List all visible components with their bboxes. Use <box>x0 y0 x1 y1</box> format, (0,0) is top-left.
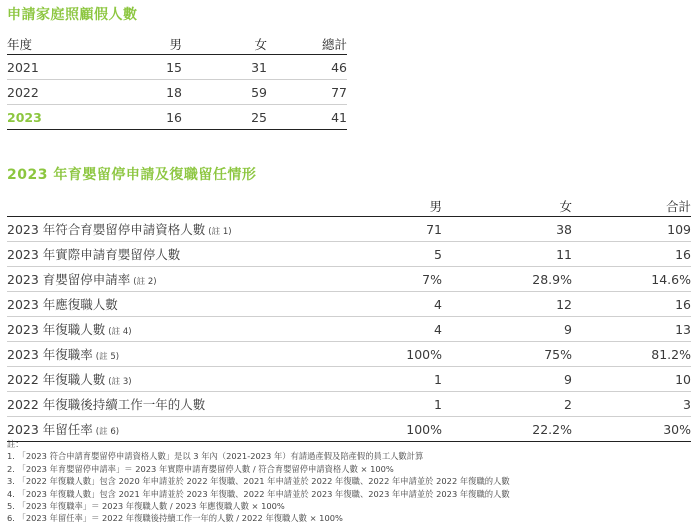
cell-total: 16 <box>572 292 691 317</box>
cell-total: 77 <box>267 80 347 105</box>
cell-female: 12 <box>442 292 572 317</box>
cell-female: 25 <box>182 105 267 130</box>
row-label: 2023 年實際申請育嬰留停人數 <box>7 247 181 262</box>
footnote-item: 4. 「2023 年復職人數」包含 2021 年申請並於 2023 年復職、2022 年申請並於 2023 年復職、2023 年申請並於 2023 年復職的人數 <box>7 488 510 499</box>
row-label: 2023 年應復職人數 <box>7 297 118 312</box>
row-label: 2023 年留任率 <box>7 422 93 437</box>
cell-total: 13 <box>572 317 691 342</box>
parental-leave-title: 2023 年育嬰留停申請及復職留任情形 <box>7 167 257 183</box>
footnote-item: 5. 「2023 年復職率」＝ 2023 年復職人數 / 2023 年應復職人數 × 100% <box>7 501 285 512</box>
header-male: 男 <box>127 34 182 55</box>
note-reference: (註 6) <box>95 427 120 437</box>
table-row <box>7 267 691 292</box>
header-year: 年度 <box>7 34 127 55</box>
notes-heading: 註： <box>7 439 24 449</box>
cell-label <box>7 342 342 367</box>
header-total: 合計 <box>572 196 691 217</box>
family-care-leave-table <box>7 34 347 130</box>
note-reference: (註 4) <box>108 327 132 337</box>
cell-male: 1 <box>342 392 442 417</box>
cell-female: 75% <box>442 342 572 367</box>
table-row <box>7 292 691 317</box>
table-row <box>7 217 691 242</box>
table-row <box>7 80 347 105</box>
table-row <box>7 392 691 417</box>
cell-male: 18 <box>127 80 182 105</box>
table-header-row <box>7 34 347 55</box>
row-label: 2022 年復職人數 <box>7 372 106 387</box>
cell-total: 30% <box>572 417 691 442</box>
footnotes <box>7 438 697 525</box>
cell-total: 109 <box>572 217 691 242</box>
header-female: 女 <box>182 34 267 55</box>
note-reference: (註 3) <box>108 377 132 387</box>
cell-male: 16 <box>127 105 182 130</box>
cell-male: 15 <box>127 55 182 80</box>
cell-male: 7% <box>342 267 442 292</box>
parental-leave-table <box>7 196 691 442</box>
cell-total: 46 <box>267 55 347 80</box>
footnote-item: 6. 「2023 年留任率」＝ 2022 年復職後持續工作一年的人數 / 2022 年復職人數 × 100% <box>7 513 343 524</box>
table-row <box>7 55 347 80</box>
table-header-row <box>7 196 691 217</box>
cell-year: 2022 <box>7 80 127 105</box>
cell-total: 14.6% <box>572 267 691 292</box>
table-row <box>7 367 691 392</box>
cell-total: 3 <box>572 392 691 417</box>
cell-female: 31 <box>182 55 267 80</box>
family-care-leave-title: 申請家庭照顧假人數 <box>7 7 138 23</box>
cell-male: 4 <box>342 292 442 317</box>
cell-male: 4 <box>342 317 442 342</box>
row-label: 2023 年符合育嬰留停申請資格人數 <box>7 222 206 237</box>
footnote-item: 2. 「2023 年育嬰留停申請率」＝ 2023 年實際申請育嬰留停人數 / 符合育嬰留停申請資格人數 × 100% <box>7 463 394 474</box>
cell-total: 81.2% <box>572 342 691 367</box>
footnote-item: 1. 「2023 符合申請育嬰留停申請資格人數」是以 3 年內（2021-2023 年）有請過產假及陪產假的員工人數計算 <box>7 451 424 462</box>
cell-male: 71 <box>342 217 442 242</box>
cell-year: 2023 <box>7 105 127 130</box>
cell-year: 2021 <box>7 55 127 80</box>
table-row <box>7 342 691 367</box>
cell-label <box>7 267 342 292</box>
cell-label <box>7 242 342 267</box>
header-female: 女 <box>442 196 572 217</box>
note-reference: (註 5) <box>95 352 120 362</box>
table-row <box>7 242 691 267</box>
cell-label <box>7 292 342 317</box>
row-label: 2023 年復職率 <box>7 347 93 362</box>
cell-male: 100% <box>342 342 442 367</box>
cell-female: 22.2% <box>442 417 572 442</box>
cell-female: 9 <box>442 367 572 392</box>
header-item <box>7 196 342 217</box>
cell-male: 1 <box>342 367 442 392</box>
cell-female: 9 <box>442 317 572 342</box>
cell-total: 10 <box>572 367 691 392</box>
cell-label <box>7 317 342 342</box>
cell-female: 11 <box>442 242 572 267</box>
cell-female: 28.9% <box>442 267 572 292</box>
note-reference: (註 1) <box>208 227 232 237</box>
table-row <box>7 317 691 342</box>
row-label: 2023 育嬰留停申請率 <box>7 272 131 287</box>
cell-female: 59 <box>182 80 267 105</box>
header-male: 男 <box>342 196 442 217</box>
cell-female: 38 <box>442 217 572 242</box>
note-reference: (註 2) <box>133 277 157 287</box>
cell-label <box>7 217 342 242</box>
cell-label <box>7 392 342 417</box>
cell-male: 100% <box>342 417 442 442</box>
header-total: 總計 <box>267 34 347 55</box>
cell-male: 5 <box>342 242 442 267</box>
row-label: 2023 年復職人數 <box>7 322 106 337</box>
cell-total: 16 <box>572 242 691 267</box>
cell-total: 41 <box>267 105 347 130</box>
cell-female: 2 <box>442 392 572 417</box>
table-row-highlighted <box>7 105 347 130</box>
cell-label <box>7 367 342 392</box>
row-label: 2022 年復職後持續工作一年的人數 <box>7 397 206 412</box>
footnote-item: 3. 「2022 年復職人數」包含 2020 年申請並於 2022 年復職、2021 年申請並於 2022 年復職、2022 年申請並於 2022 年復職的人數 <box>7 476 510 487</box>
